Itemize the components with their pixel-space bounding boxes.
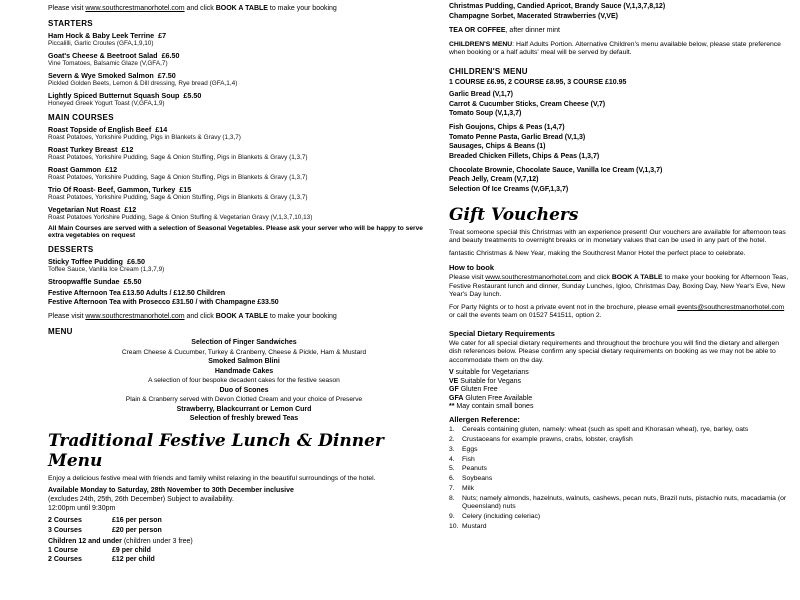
- dish-line: Carrot & Cucumber Sticks, Cream Cheese (V,7): [449, 100, 606, 108]
- price-rows: [48, 517, 440, 534]
- children-price-rows: [48, 547, 440, 564]
- book-a-table-label: BOOK A TABLE: [215, 5, 268, 12]
- item-name: Ham Hock & Baby Leek Terrine: [48, 31, 155, 40]
- afternoon-tea-line: Festive Afternoon Tea £13.50 Adults / £12.50 Children: [48, 290, 226, 297]
- item-description: Roast Potatoes, Yorkshire Pudding, Pigs in Blankets & Gravy (1,3,7): [48, 134, 241, 141]
- dietary-code: VE: [449, 377, 459, 385]
- booking-text: Please visit: [48, 313, 86, 320]
- allergen-number: 8.: [449, 494, 455, 502]
- item-name-price: [48, 165, 440, 174]
- dietary-code: GF: [449, 386, 459, 394]
- excludes-line: (excludes 24th, 25th, 26th December) Subject to availability.: [48, 496, 234, 504]
- seasonal-vegetables-note: All Main Courses are served with a selection of Seasonal Vegetables. Please ask your server who will be happy to serve extra vegetables on request: [48, 225, 423, 239]
- booking-line-bottom: [48, 313, 440, 320]
- hours-line: 12:00pm until 9:30pm: [48, 505, 116, 513]
- allergen-number: 7.: [449, 484, 455, 492]
- dietary-code-description: suitable for Vegetarians: [455, 369, 529, 377]
- menu-line: Selection of Finger Sandwiches: [191, 339, 297, 346]
- menu-item: [48, 205, 440, 221]
- left-column: [48, 5, 440, 566]
- price-value: £20 per person: [112, 526, 162, 534]
- booking-line-top: [48, 5, 440, 12]
- dietary-code-description: May contain small bones: [456, 403, 534, 411]
- childrens-menu-heading: CHILDREN'S MENU: [449, 67, 528, 77]
- allergen-text: Nuts; namely almonds, hazelnuts, walnuts, cashews, pecan nuts, Brazil nuts, pistachio nuts, macadamia (or Queensland) nuts: [462, 494, 787, 511]
- price-label: 3 Courses: [48, 526, 82, 534]
- allergen-reference-heading: Allergen Reference:: [449, 415, 520, 425]
- price-row: [48, 527, 440, 534]
- item-name-price: [48, 277, 440, 286]
- price-value: £16 per person: [112, 517, 162, 525]
- dietary-code: **: [449, 403, 455, 411]
- dish-line: Sausages, Chips & Beans (1): [449, 143, 546, 151]
- menu-line: Strawberry, Blackcurrant or Lemon Curd: [176, 405, 312, 413]
- allergen-text: Fish: [462, 455, 475, 463]
- item-name: Vegetarian Nut Roast: [48, 205, 121, 214]
- dietary-code: GFA: [449, 394, 464, 402]
- dish-line: Garlic Bread (V,1,7): [449, 91, 513, 99]
- dietary-key-row: [449, 386, 792, 393]
- item-name-price: [48, 71, 440, 80]
- item-name-price: [48, 31, 440, 40]
- item-name-price: [48, 125, 440, 134]
- children-pricing-bold: Children 12 and under: [48, 537, 122, 545]
- booking-text: and click: [184, 313, 216, 320]
- dietary-key-list: [449, 369, 792, 410]
- childrens-desserts-list: [449, 167, 792, 193]
- item-name-price: [48, 205, 440, 214]
- price-label: 2 Courses: [48, 517, 82, 525]
- allergen-item: [449, 495, 792, 512]
- price-label: 1 Course: [48, 546, 78, 554]
- gift-vouchers-paragraph-2: fantastic Christmas & New Year, making the Southcrest Manor Hotel the perfect place to celebrate.: [449, 249, 746, 257]
- website-link[interactable]: www.southcrestmanorhotel.com: [85, 5, 185, 12]
- menu-line: Smoked Salmon Blini: [208, 358, 280, 365]
- item-price: £12: [124, 205, 137, 214]
- dietary-requirements-paragraph: We cater for all special dietary requirements and throughout the brochure you will find the dietary and allergen dish references below. Please confirm any special dietary requirements on booking as we may not be able to accommodate them on the day.: [449, 339, 780, 364]
- main-courses-list: [48, 125, 440, 221]
- item-description: Roast Potatoes, Yorkshire Pudding, Sage & Onion Stuffing, Pigs in Blankets & Gravy (1,3,7): [48, 154, 308, 161]
- item-description: Roast Potatoes Yorkshire Pudding, Sage & Onion Stuffing & Vegetarian Gravy (V,1,3,7,10,13): [48, 214, 313, 221]
- item-name-price: [48, 51, 440, 60]
- item-description: Roast Potatoes, Yorkshire Pudding, Sage & Onion Stuffing, Pigs in Blankets & Gravy (1,3,7): [48, 174, 308, 181]
- tea-or-coffee-line: [449, 27, 792, 34]
- main-courses-heading: MAIN COURSES: [48, 113, 114, 122]
- allergen-text: Peanuts: [462, 465, 487, 473]
- price-value: £12 per child: [112, 556, 155, 564]
- menu-item: [48, 257, 440, 273]
- dish-line: Chocolate Brownie, Chocolate Sauce, Vanilla Ice Cream (V,1,3,7): [449, 166, 663, 174]
- allergen-list: [449, 426, 792, 531]
- how-to-book-heading: How to book: [449, 263, 494, 273]
- dish-line: Tomato Penne Pasta, Garlic Bread (V,1,3): [449, 133, 586, 141]
- allergen-number: 5.: [449, 465, 455, 473]
- item-description: Toffee Sauce, Vanilla Ice Cream (1,3,7,9): [48, 266, 165, 273]
- book-a-table-label: BOOK A TABLE: [611, 274, 663, 282]
- afternoon-tea-menu: [48, 339, 440, 422]
- booking-text: Please visit: [48, 5, 86, 12]
- allergen-item: [449, 426, 792, 434]
- allergen-number: 10.: [449, 522, 459, 530]
- childrens-menu-prices: 1 COURSE £6.95, 2 COURSE £8.95, 3 COURSE £10.95: [449, 79, 627, 87]
- afternoon-tea-lines: [48, 290, 440, 306]
- item-price: £6.50: [126, 257, 145, 266]
- price-value: £9 per child: [112, 546, 151, 554]
- dietary-code-description: Suitable for Vegans: [460, 377, 522, 385]
- allergen-item: [449, 446, 792, 454]
- menu-item: [48, 145, 440, 161]
- allergen-number: 9.: [449, 512, 455, 520]
- dietary-code: V: [449, 369, 454, 377]
- allergen-text: Mustard: [462, 522, 487, 530]
- menu-line: Handmade Cakes: [214, 367, 274, 375]
- menu-item: [48, 185, 440, 201]
- item-price: £5.50: [123, 277, 142, 286]
- dietary-requirements-heading: Special Dietary Requirements: [449, 328, 555, 338]
- events-text: or call the events team on 01527 541511, option 2.: [449, 312, 602, 320]
- afternoon-tea-line: Festive Afternoon Tea with Prosecco £31.50 / with Champagne £33.50: [48, 299, 279, 306]
- right-column: [449, 3, 792, 532]
- booking-text: and click: [184, 5, 216, 12]
- booking-text: and click: [581, 274, 612, 282]
- item-name: Roast Topside of English Beef: [48, 125, 152, 134]
- allergen-item: [449, 436, 792, 444]
- item-price: £12: [121, 145, 134, 154]
- dietary-code-description: Gluten Free: [460, 386, 498, 394]
- starters-heading: STARTERS: [48, 19, 93, 28]
- allergen-number: 4.: [449, 455, 455, 463]
- dessert-line: Christmas Pudding, Candied Apricot, Brandy Sauce (V,1,3,7,8,12): [449, 3, 666, 10]
- allergen-number: 3.: [449, 445, 455, 453]
- booking-text: Please visit: [449, 274, 486, 282]
- allergen-text: Soybeans: [462, 475, 493, 483]
- allergen-item: [449, 456, 792, 464]
- book-a-table-label: BOOK A TABLE: [215, 313, 268, 320]
- menu-item: [48, 165, 440, 181]
- availability-line: Available Monday to Saturday, 28th November to 30th December inclusive: [48, 487, 294, 495]
- booking-text: to make your booking for Afternoon Teas, Festive Restaurant lunch and dinner, Sunday Lunches, Igloo, Christmas Day, Boxing Day, New Year's Eve, New Year's Day lunch.: [449, 274, 789, 299]
- menu-line: A selection of four bespoke decadent cakes for the festive season: [148, 377, 340, 384]
- menu-item: [48, 51, 440, 67]
- allergen-text: Eggs: [462, 445, 478, 453]
- item-description: Pickled Golden Beets, Lemon & Dill dressing, Rye bread (GFA,1,4): [48, 80, 238, 87]
- item-description: Honeyed Greek Yogurt Toast (V,GFA,1,9): [48, 100, 165, 107]
- item-name: Stroopwaffle Sundae: [48, 277, 120, 286]
- item-name: Lightly Spiced Butternut Squash Soup: [48, 91, 180, 100]
- item-price: £15: [179, 185, 192, 194]
- allergen-text: Milk: [462, 484, 475, 492]
- item-name: Roast Gammon: [48, 165, 102, 174]
- allergen-item: [449, 485, 792, 493]
- booking-text: to make your booking: [267, 313, 337, 320]
- price-row: [48, 547, 440, 554]
- item-description: Vine Tomatoes, Balsamic Glaze (V,GFA,7): [48, 60, 168, 67]
- item-price: £14: [155, 125, 168, 134]
- how-to-book-paragraph: [449, 274, 792, 299]
- menu-line: Plain & Cranberry served with Devon Clotted Cream and your choice of Preserve: [125, 396, 363, 403]
- allergen-text: Crustaceans for example prawns, crabs, lobster, crayfish: [462, 436, 633, 444]
- allergen-item: [449, 513, 792, 521]
- allergen-item: [449, 523, 792, 531]
- childrens-menu-note-rest: : Half Adults Portion. Alternative Children's menu available below, please state preference when booking or a half adults' meal will be served by default.: [449, 40, 781, 56]
- website-link[interactable]: www.southcrestmanorhotel.com: [485, 274, 582, 282]
- dish-line: Fish Goujons, Chips & Peas (1,4,7): [449, 124, 565, 132]
- item-name: Goat's Cheese & Beetroot Salad: [48, 51, 158, 60]
- menu-item: [48, 91, 440, 107]
- item-name: Roast Turkey Breast: [48, 145, 118, 154]
- item-name-price: [48, 257, 440, 266]
- price-row: [48, 556, 440, 563]
- menu-heading: MENU: [48, 327, 73, 336]
- allergen-item: [449, 465, 792, 473]
- allergen-item: [449, 475, 792, 483]
- allergen-number: 2.: [449, 436, 455, 444]
- dish-line: Tomato Soup (V,1,3,7): [449, 110, 522, 118]
- events-contact-paragraph: [449, 304, 792, 321]
- item-name: Severn & Wye Smoked Salmon: [48, 71, 154, 80]
- gift-vouchers-paragraph: Treat someone special this Christmas with an experience present! Our vouchers are available for afternoon teas and beauty treatments to overnight breaks or in monetary values that can be used in any part of the hotel.: [449, 228, 786, 245]
- booking-text: to make your booking: [267, 5, 337, 12]
- item-price: £6.50: [161, 51, 180, 60]
- dish-line: Breaded Chicken Fillets, Chips & Peas (1,3,7): [449, 152, 600, 160]
- gift-vouchers-title: Gift Vouchers: [449, 204, 579, 225]
- children-pricing-rest: (children under 3 free): [121, 537, 193, 545]
- item-name-price: [48, 91, 440, 100]
- menu-line: Duo of Scones: [219, 386, 269, 394]
- allergen-number: 1.: [449, 426, 455, 434]
- adult-dessert-lines: [449, 3, 792, 20]
- item-name-price: [48, 145, 440, 154]
- dish-line: Peach Jelly, Cream (V,7,12): [449, 176, 539, 184]
- price-row: [48, 517, 440, 524]
- events-text: For Party Nights or to host a private event not in the brochure, please email: [449, 303, 678, 311]
- dietary-key-row: [449, 369, 792, 376]
- festive-intro: Enjoy a delicious festive meal with friends and family whilst relaxing in the beautiful surroundings of the hotel.: [48, 475, 376, 482]
- menu-line: Selection of freshly brewed Teas: [189, 415, 299, 422]
- childrens-menu-note: [449, 41, 792, 58]
- events-email-link[interactable]: events@southcrestmanorhotel.com: [677, 303, 785, 311]
- childrens-menu-note-bold: CHILDREN'S MENU: [449, 40, 513, 48]
- item-price: £5.50: [183, 91, 202, 100]
- tea-or-coffee-rest: , after dinner mint: [505, 26, 560, 34]
- starters-list: [48, 31, 440, 107]
- menu-line: Cream Cheese & Cucumber, Turkey & Cranberry, Cheese & Pickle, Ham & Mustard: [121, 348, 367, 356]
- desserts-heading: DESSERTS: [48, 245, 94, 254]
- children-pricing-heading: [48, 538, 440, 545]
- tea-or-coffee-bold: TEA OR COFFEE: [449, 26, 506, 34]
- menu-item: [48, 31, 440, 47]
- festive-menu-title: Traditional Festive Lunch & Dinner Menu: [48, 431, 384, 471]
- desserts-list: [48, 257, 440, 286]
- menu-item: [48, 277, 440, 286]
- dish-line: Selection Of Ice Creams (V,GF,1,3,7): [449, 185, 569, 193]
- dietary-key-row: [449, 378, 792, 385]
- allergen-number: 6.: [449, 475, 455, 483]
- menu-item: [48, 71, 440, 87]
- childrens-mains-list: [449, 124, 792, 160]
- dietary-code-description: Gluten Free Available: [465, 394, 533, 402]
- item-description: Roast Potatoes, Yorkshire Pudding, Sage & Onion Stuffing, Pigs in Blankets & Gravy (1,3,7): [48, 194, 308, 201]
- childrens-starters-list: [449, 91, 792, 117]
- dietary-key-row: [449, 395, 792, 402]
- item-name: Trio Of Roast- Beef, Gammon, Turkey: [48, 185, 176, 194]
- item-description: Piccalilli, Garlic Croutes (GFA,1,9,10): [48, 40, 154, 47]
- allergen-text: Celery (including celeriac): [462, 512, 541, 520]
- allergen-text: Cereals containing gluten, namely: wheat (such as spelt and Khorasan wheat), rye, barley, oats: [462, 426, 749, 434]
- dietary-key-row: [449, 403, 792, 410]
- item-name: Sticky Toffee Pudding: [48, 257, 123, 266]
- price-label: 2 Courses: [48, 556, 82, 564]
- item-name-price: [48, 185, 440, 194]
- dessert-line: Champagne Sorbet, Macerated Strawberries (V,VE): [449, 12, 618, 20]
- website-link[interactable]: www.southcrestmanorhotel.com: [85, 313, 185, 320]
- item-price: £7: [158, 31, 167, 40]
- item-price: £12: [105, 165, 118, 174]
- menu-item: [48, 125, 440, 141]
- item-price: £7.50: [157, 71, 176, 80]
